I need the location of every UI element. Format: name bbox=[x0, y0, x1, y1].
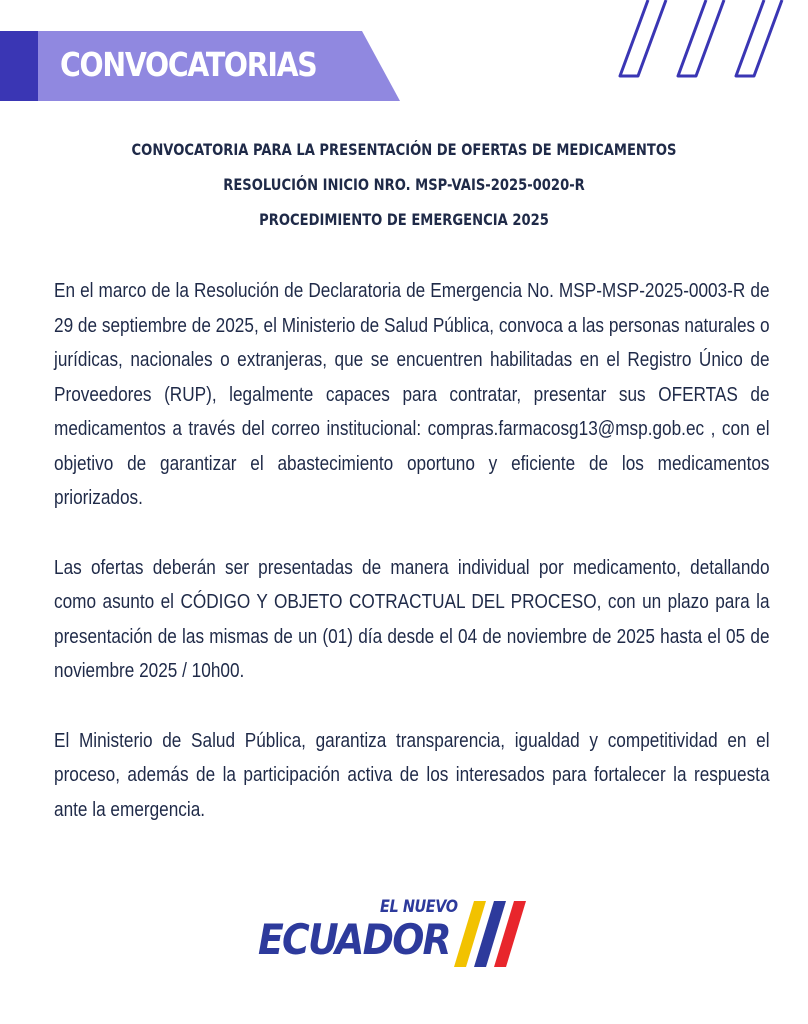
banner bbox=[0, 31, 400, 101]
heading-resolution: RESOLUCIÓN INICIO NRO. MSP-VAIS-2025-0020-R bbox=[223, 175, 585, 194]
heading-block bbox=[0, 132, 808, 237]
paragraph-guarantee: El Ministerio de Salud Pública, garantiza transparencia, igualdad y competitividad en el proceso, además de la participación activa de los interesados para fortalecer la respuesta ante la emergencia. bbox=[54, 729, 770, 821]
paragraph-intro: En el marco de la Resolución de Declaratoria de Emergencia No. MSP-MSP-2025-0003-R de 29 de septiembre de 2025, el Ministerio de Salud Pública, convoca a las personas naturales o jurídicas, nacionales o extranjeras, que se encuentren habilitadas en el Registro Único de Proveedores (RUP), legalmente capaces para contratar, presentar sus OFERTAS de medicamentos a través del correo institucional: compras.farmacosg13@msp.gob.ec , con el objetivo de garantizar el abastecimiento oportuno y eficiente de los medicamentos priorizados. bbox=[54, 280, 770, 509]
logo-big-text: ECUADOR bbox=[258, 915, 450, 964]
el-nuevo-ecuador-logo bbox=[256, 895, 556, 975]
logo-stripes-icon bbox=[452, 901, 544, 971]
heading-procedure: PROCEDIMIENTO DE EMERGENCIA 2025 bbox=[259, 210, 549, 229]
logo-small-text: EL NUEVO bbox=[380, 897, 458, 917]
decorative-stripes-icon bbox=[608, 0, 798, 80]
banner-title: CONVOCATORIAS bbox=[60, 45, 317, 84]
heading-title: CONVOCATORIA PARA LA PRESENTACIÓN DE OFERTAS DE MEDICAMENTOS bbox=[131, 140, 677, 159]
body-content bbox=[54, 274, 770, 862]
paragraph-offers: Las ofertas deberán ser presentadas de manera individual por medicamento, detallando como asunto el CÓDIGO Y OBJETO COTRACTUAL DEL PROCESO, con un plazo para la presentación de las mismas de un (01) día desde el 04 de noviembre de 2025 hasta el 05 de noviembre 2025 / 10h00. bbox=[54, 556, 770, 682]
